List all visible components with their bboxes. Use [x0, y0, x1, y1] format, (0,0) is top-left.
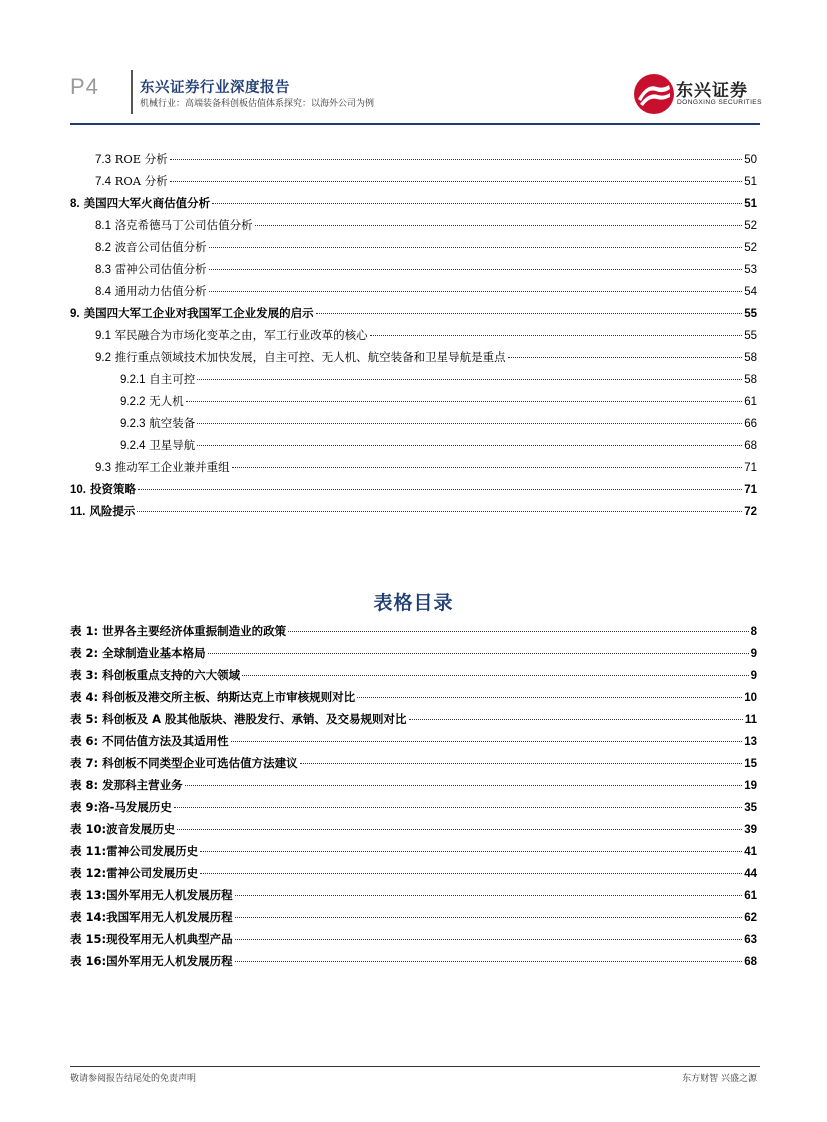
toc-dot-leader [170, 181, 743, 182]
table-entry-label: 表 2: 全球制造业基本格局 [70, 646, 206, 660]
table-entry-11[interactable] [70, 843, 757, 863]
toc-entry-label: 9.2.2 无人机 [120, 394, 184, 408]
toc-dot-leader [370, 335, 743, 336]
toc-entry-page: 53 [744, 264, 757, 276]
toc-entry-label: 9. 美国四大军工企业对我国军工企业发展的启示 [70, 306, 314, 320]
toc-entry-label: 10. 投资策略 [70, 482, 137, 496]
toc-dot-leader [231, 741, 743, 742]
toc-entry-page: 55 [744, 308, 757, 320]
table-entry-page: 10 [744, 692, 757, 704]
toc-dot-leader [200, 873, 742, 874]
table-entry-page: 61 [744, 890, 757, 902]
toc-dot-leader [357, 697, 742, 698]
table-entry-13[interactable] [70, 887, 757, 907]
toc-dot-leader [197, 423, 742, 424]
table-entry-2[interactable] [70, 645, 757, 665]
toc-entry-9-3[interactable] [95, 459, 757, 479]
toc-entry-7-4[interactable] [95, 173, 757, 193]
table-entry-page: 62 [744, 912, 757, 924]
toc-entry-8-2[interactable] [95, 239, 757, 259]
toc-dot-leader [409, 719, 743, 720]
toc-dot-leader [300, 763, 743, 764]
toc-entry-8-4[interactable] [95, 283, 757, 303]
table-entry-8[interactable] [70, 777, 757, 797]
table-entry-page: 41 [744, 846, 757, 858]
toc-dot-leader [288, 631, 748, 632]
report-subtitle: 机械行业：高端装备科创板估值体系探究：以海外公司为例 [140, 99, 375, 109]
table-entry-page: 13 [744, 736, 757, 748]
table-entry-16[interactable] [70, 953, 757, 973]
toc-entry-page: 51 [744, 198, 757, 210]
toc-entry-8[interactable] [70, 195, 757, 215]
toc-dot-leader [177, 829, 742, 830]
table-entry-12[interactable] [70, 865, 757, 885]
toc-dot-leader [138, 489, 742, 490]
toc-entry-7-3[interactable] [95, 151, 757, 171]
toc-entry-10[interactable] [70, 481, 757, 501]
toc-dot-leader [170, 159, 742, 160]
toc-entry-label: 7.3 ROE 分析 [95, 152, 168, 166]
table-entry-page: 9 [750, 648, 757, 660]
toc-dot-leader [209, 269, 743, 270]
toc-entry-page: 61 [744, 396, 757, 408]
toc-dot-leader [197, 445, 742, 446]
page-number: P4 [70, 74, 99, 99]
toc-entry-9-2[interactable] [95, 349, 757, 369]
toc-dot-leader [200, 851, 742, 852]
footer-rule [70, 1066, 760, 1067]
toc-entry-page: 66 [744, 418, 757, 430]
toc-entry-label: 9.2.1 自主可控 [120, 372, 196, 386]
table-entry-label: 表 6: 不同估值方法及其适用性 [70, 734, 229, 748]
table-entry-5[interactable] [70, 711, 757, 731]
toc-entry-9-2-3[interactable] [120, 415, 757, 435]
toc-dot-leader [212, 203, 742, 204]
toc-entry-label: 8. 美国四大军火商估值分析 [70, 196, 211, 210]
table-entry-label: 表 7: 科创板不同类型企业可选估值方法建议 [70, 756, 298, 770]
toc-entry-label: 8.4 通用动力估值分析 [95, 284, 207, 298]
table-entry-15[interactable] [70, 931, 757, 951]
toc-dot-leader [235, 917, 743, 918]
toc-dot-leader [185, 785, 743, 786]
toc-entry-page: 72 [744, 506, 757, 518]
table-entry-page: 19 [744, 780, 757, 792]
header-rule [70, 123, 760, 125]
logo-emblem-icon [633, 73, 675, 115]
table-entry-label: 表 3: 科创板重点支持的六大领域 [70, 668, 241, 682]
toc-dot-leader [197, 379, 742, 380]
toc-entry-label: 9.2.4 卫星导航 [120, 438, 196, 452]
toc-entry-9-1[interactable] [95, 327, 757, 347]
toc-entry-page: 50 [744, 154, 757, 166]
footer-slogan: 东方财智 兴盛之源 [682, 1074, 757, 1084]
table-entry-label: 表 15:现役军用无人机典型产品 [70, 932, 233, 946]
toc-entry-label: 8.2 波音公司估值分析 [95, 240, 207, 254]
toc-dot-leader [232, 467, 743, 468]
table-entry-label: 表 4: 科创板及港交所主板、纳斯达克上市审核规则对比 [70, 690, 356, 704]
table-entry-page: 35 [744, 802, 757, 814]
toc-entry-label: 9.2.3 航空装备 [120, 416, 196, 430]
table-entry-page: 44 [744, 868, 757, 880]
toc-entry-8-3[interactable] [95, 261, 757, 281]
table-entry-label: 表 11:雷神公司发展历史 [70, 844, 199, 858]
logo-english-name: DONGXING SECURITIES [677, 99, 762, 106]
table-entry-label: 表 1: 世界各主要经济体重振制造业的政策 [70, 624, 287, 638]
toc-dot-leader [137, 511, 742, 512]
table-entry-label: 表 16:国外军用无人机发展历程 [70, 954, 233, 968]
table-entry-page: 8 [750, 626, 757, 638]
toc-entry-label: 9.2 推行重点领域技术加快发展，自主可控、无人机、航空装备和卫星导航是重点 [95, 350, 506, 364]
toc-entry-9[interactable] [70, 305, 757, 325]
toc-dot-leader [235, 895, 743, 896]
toc-entry-page: 52 [744, 242, 757, 254]
table-entry-3[interactable] [70, 667, 757, 687]
table-entry-1[interactable] [70, 623, 757, 643]
table-entry-label: 表 14:我国军用无人机发展历程 [70, 910, 233, 924]
table-entry-14[interactable] [70, 909, 757, 929]
logo-chinese-name: 东兴证券 [676, 81, 748, 101]
table-entry-page: 15 [744, 758, 757, 770]
toc-dot-leader [255, 225, 743, 226]
toc-entry-label: 8.1 洛克希德马丁公司估值分析 [95, 218, 253, 232]
toc-entry-label: 9.3 推动军工企业兼并重组 [95, 460, 230, 474]
toc-dot-leader [174, 807, 742, 808]
toc-entry-page: 58 [744, 374, 757, 386]
table-entry-label: 表 9:洛-马发展历史 [70, 800, 172, 814]
table-entry-label: 表 12:雷神公司发展历史 [70, 866, 199, 880]
toc-dot-leader [242, 675, 748, 676]
table-entry-4[interactable] [70, 689, 757, 709]
toc-dot-leader [235, 939, 743, 940]
toc-dot-leader [316, 313, 743, 314]
table-entry-page: 39 [744, 824, 757, 836]
table-entry-label: 表 13:国外军用无人机发展历程 [70, 888, 233, 902]
toc-entry-11[interactable] [70, 503, 757, 523]
table-entry-page: 68 [744, 956, 757, 968]
toc-dot-leader [235, 961, 743, 962]
toc-entry-page: 68 [744, 440, 757, 452]
company-logo [633, 73, 763, 117]
table-entry-page: 63 [744, 934, 757, 946]
toc-entry-label: 8.3 雷神公司估值分析 [95, 262, 207, 276]
toc-dot-leader [508, 357, 743, 358]
toc-entry-label: 11. 风险提示 [70, 504, 136, 518]
table-entry-label: 表 8: 发那科主营业务 [70, 778, 183, 792]
toc-entry-8-1[interactable] [95, 217, 757, 237]
toc-entry-page: 55 [744, 330, 757, 342]
table-entry-label: 表 5: 科创板及 A 股其他版块、港股发行、承销、及交易规则对比 [70, 712, 407, 726]
table-entry-label: 表 10:波音发展历史 [70, 822, 176, 836]
toc-entry-page: 51 [744, 176, 757, 188]
table-entry-page: 11 [744, 714, 757, 726]
toc-entry-9-2-1[interactable] [120, 371, 757, 391]
toc-entry-page: 54 [744, 286, 757, 298]
toc-entry-page: 58 [744, 352, 757, 364]
toc-entry-9-2-4[interactable] [120, 437, 757, 457]
report-title: 东兴证券行业深度报告 [140, 80, 290, 96]
table-entry-6[interactable] [70, 733, 757, 753]
tables-directory-title: 表格目录 [373, 592, 454, 614]
table-entry-7[interactable] [70, 755, 757, 775]
toc-dot-leader [209, 291, 743, 292]
toc-entry-label: 7.4 ROA 分析 [95, 174, 168, 188]
toc-dot-leader [186, 401, 742, 402]
table-entry-9[interactable] [70, 799, 757, 819]
toc-dot-leader [208, 653, 749, 654]
header-divider [131, 70, 133, 114]
toc-entry-page: 71 [744, 462, 757, 474]
toc-dot-leader [209, 247, 743, 248]
toc-entry-page: 52 [744, 220, 757, 232]
table-entry-page: 9 [750, 670, 757, 682]
toc-entry-label: 9.1 军民融合为市场化变革之由，军工行业改革的核心 [95, 328, 368, 342]
toc-entry-page: 71 [744, 484, 757, 496]
toc-entry-9-2-2[interactable] [120, 393, 757, 413]
table-entry-10[interactable] [70, 821, 757, 841]
footer-disclaimer: 敬请参阅报告结尾处的免责声明 [70, 1074, 197, 1084]
